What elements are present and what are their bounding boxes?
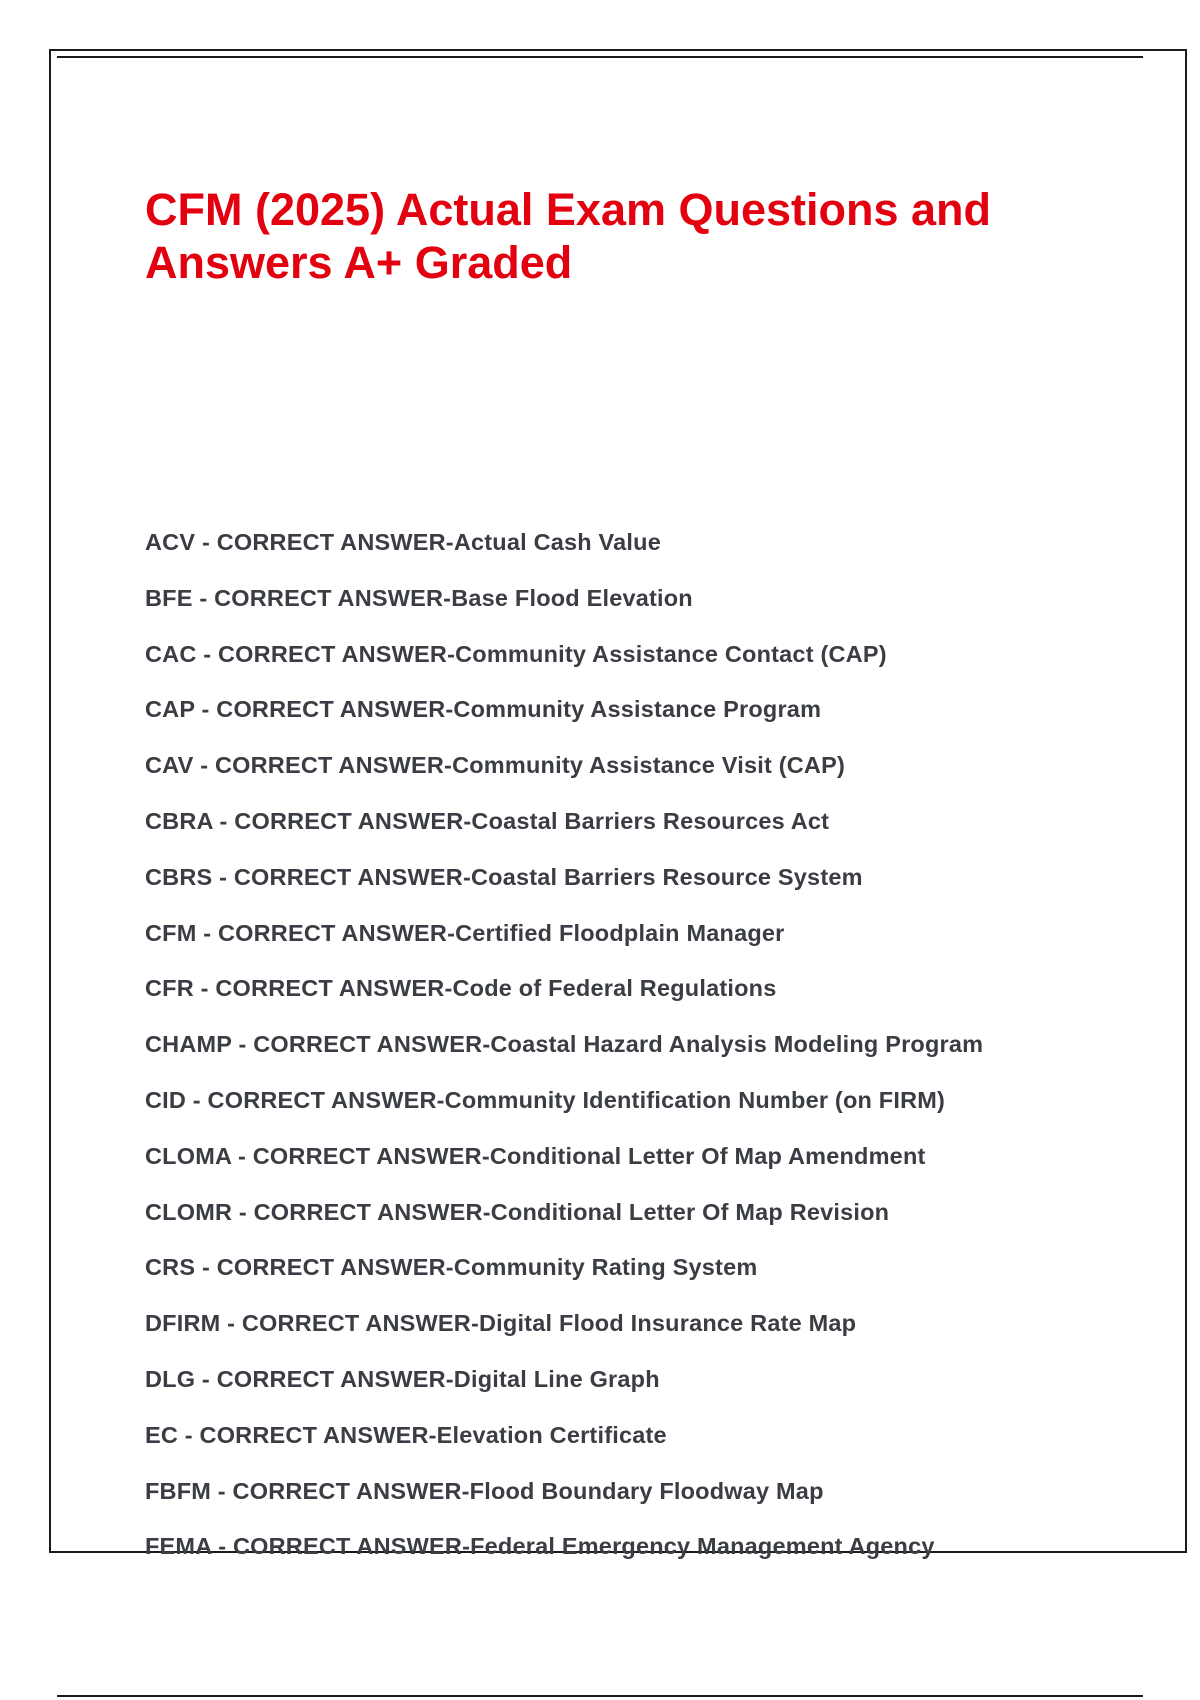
qa-item: CID - CORRECT ANSWER-Community Identification Number (on FIRM) bbox=[145, 1086, 946, 1113]
top-rule bbox=[57, 56, 1143, 58]
document-title: CFM (2025) Actual Exam Questions and Answers A+ Graded bbox=[145, 184, 992, 288]
qa-item: CFM - CORRECT ANSWER-Certified Floodplain Manager bbox=[145, 919, 785, 946]
qa-item: CLOMR - CORRECT ANSWER-Conditional Letter Of Map Revision bbox=[145, 1198, 890, 1225]
qa-item: FBFM - CORRECT ANSWER-Flood Boundary Floodway Map bbox=[145, 1477, 824, 1504]
qa-item: CFR - CORRECT ANSWER-Code of Federal Regulations bbox=[145, 975, 777, 1002]
qa-item: CAP - CORRECT ANSWER-Community Assistance Program bbox=[145, 696, 822, 723]
qa-item: BFE - CORRECT ANSWER-Base Flood Elevation bbox=[145, 584, 693, 611]
qa-list bbox=[145, 525, 983, 1585]
qa-item: FEMA - CORRECT ANSWER-Federal Emergency Management Agency bbox=[145, 1533, 935, 1560]
qa-item: CBRA - CORRECT ANSWER-Coastal Barriers Resources Act bbox=[145, 807, 830, 834]
qa-item: CHAMP - CORRECT ANSWER-Coastal Hazard Analysis Modeling Program bbox=[145, 1031, 984, 1058]
qa-item: DFIRM - CORRECT ANSWER-Digital Flood Insurance Rate Map bbox=[145, 1310, 857, 1337]
qa-item: EC - CORRECT ANSWER-Elevation Certificate bbox=[145, 1421, 667, 1448]
qa-item: CBRS - CORRECT ANSWER-Coastal Barriers Resource System bbox=[145, 863, 863, 890]
qa-item: CLOMA - CORRECT ANSWER-Conditional Letter Of Map Amendment bbox=[145, 1142, 926, 1169]
qa-item: ACV - CORRECT ANSWER-Actual Cash Value bbox=[145, 529, 661, 555]
qa-item: CAV - CORRECT ANSWER-Community Assistance Visit (CAP) bbox=[145, 752, 846, 779]
qa-item: CAC - CORRECT ANSWER-Community Assistance Contact (CAP) bbox=[145, 640, 887, 667]
qa-item: DLG - CORRECT ANSWER-Digital Line Graph bbox=[145, 1365, 660, 1392]
bottom-rule bbox=[57, 1695, 1143, 1697]
qa-item: CRS - CORRECT ANSWER-Community Rating System bbox=[145, 1254, 758, 1281]
